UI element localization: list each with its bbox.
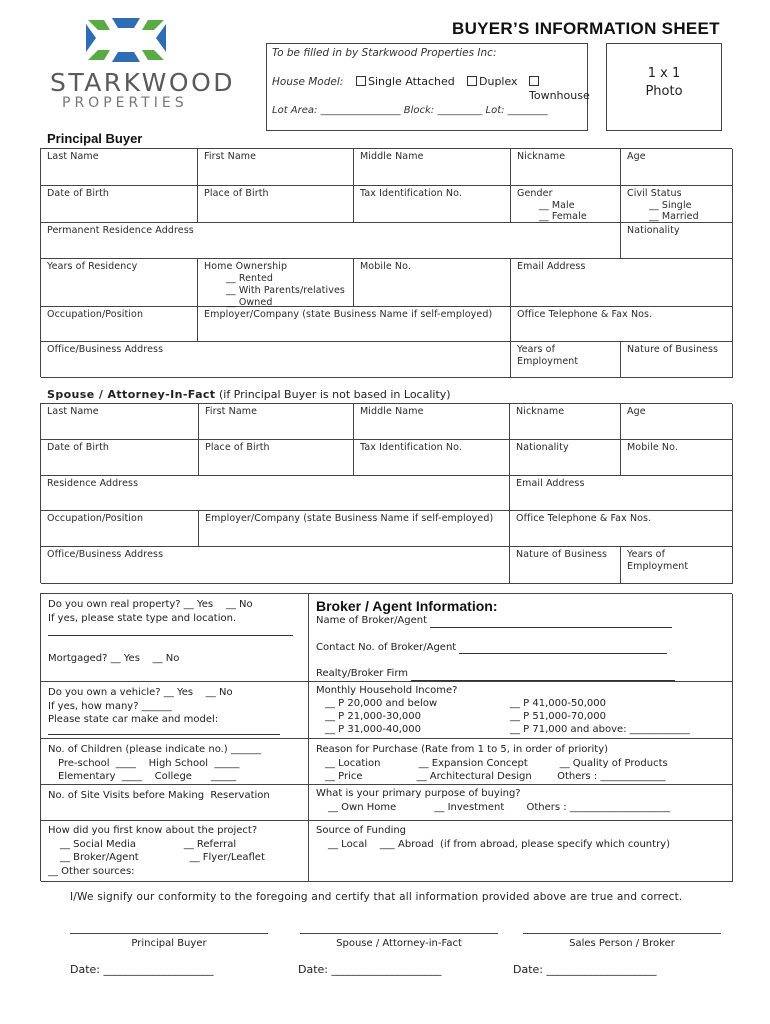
site-visits-question[interactable] — [41, 785, 309, 821]
label: Date of Birth — [47, 442, 110, 453]
reason-line-2: __ Location __ Expansion Concept __ Quality of Products — [325, 757, 668, 769]
label: Tax Identification No. — [360, 442, 462, 453]
vehicle-line: Do you own a vehicle? __ Yes __ No — [48, 687, 233, 698]
principal-buyer-table — [40, 148, 732, 377]
label: Employer/Company (state Business Name if self-employed) — [204, 309, 493, 320]
spouse-heading-note: (if Principal Buyer is not based in Locality) — [215, 388, 451, 401]
spouse-date-of-birth[interactable] — [41, 440, 199, 476]
label: First Name — [205, 406, 258, 417]
checkbox-icon — [529, 76, 539, 86]
logo-subtitle: PROPERTIES — [62, 95, 188, 111]
spouse-mobile[interactable] — [621, 440, 733, 476]
label: Home Ownership — [204, 261, 288, 272]
spouse-nationality[interactable] — [510, 440, 621, 476]
option-with-parents[interactable]: __ With Parents/relatives — [226, 285, 345, 296]
spouse-middle-name[interactable] — [354, 404, 510, 440]
real-property-question[interactable] — [41, 594, 309, 682]
purpose-label: What is your primary purpose of buying? — [316, 788, 521, 799]
realty-firm-line[interactable] — [316, 667, 725, 681]
label: Middle Name — [360, 406, 424, 417]
label: Date of Birth — [47, 188, 110, 199]
field-years-of-residency[interactable] — [41, 259, 198, 307]
field-years-of-employment[interactable] — [511, 342, 621, 378]
signature-label-principal: Principal Buyer — [131, 938, 207, 949]
how-know-question[interactable] — [41, 821, 309, 882]
label: Nickname — [516, 406, 565, 417]
field-office-telephone[interactable] — [511, 307, 733, 342]
option-label: Single Attached — [368, 75, 455, 88]
field-age[interactable] — [621, 149, 733, 186]
children-question[interactable] — [41, 739, 309, 785]
label: Place of Birth — [205, 442, 270, 453]
spouse-place-of-birth[interactable] — [199, 440, 354, 476]
spouse-office-address[interactable] — [41, 547, 510, 584]
label: Last Name — [47, 151, 99, 162]
broker-info[interactable] — [309, 594, 733, 682]
field-nickname[interactable] — [511, 149, 621, 186]
certification-statement: I/We signify our conformity to the foregoing and certify that all information provided above are true and correct. — [70, 891, 683, 903]
spouse-email[interactable] — [510, 476, 733, 511]
vehicle-model: Please state car make and model: — [48, 714, 219, 725]
option-owned[interactable]: __ Owned — [226, 297, 273, 308]
label: Email Address — [516, 478, 585, 489]
reason-question[interactable] — [309, 739, 733, 785]
spouse-nature-of-business[interactable] — [510, 547, 621, 584]
purpose-question[interactable] — [309, 785, 733, 821]
field-office-address[interactable] — [41, 342, 511, 378]
realty-firm-input[interactable] — [411, 670, 675, 681]
principal-buyer-heading: Principal Buyer — [47, 131, 143, 146]
children-line-2: Pre-school ____ High School _____ — [58, 757, 240, 769]
reason-label: Reason for Purchase (Rate from 1 to 5, in order of priority) — [316, 744, 609, 755]
label: Nickname — [517, 151, 566, 162]
label: Place of Birth — [204, 188, 269, 199]
label: Permanent Residence Address — [47, 225, 194, 236]
option-married[interactable]: __ Married — [649, 211, 699, 222]
income-label: Monthly Household Income? — [316, 685, 458, 696]
spouse-table — [40, 403, 732, 583]
field-place-of-birth[interactable] — [198, 186, 354, 223]
label: Realty/Broker Firm — [316, 668, 408, 679]
house-model-label: House Model: — [272, 76, 344, 88]
label: Residence Address — [47, 478, 139, 489]
option-duplex[interactable] — [467, 75, 518, 89]
internal-use-box — [266, 43, 588, 131]
income-option-1[interactable]: __ P 20,000 and below — [325, 698, 438, 709]
signature-line-spouse[interactable] — [300, 933, 498, 934]
children-line: No. of Children (please indicate no.) ______ — [48, 744, 261, 755]
label: Nature of Business — [627, 344, 719, 355]
spouse-employer[interactable] — [199, 511, 510, 547]
reason-line-3: __ Price __ Architectural Design Others : _____________ — [325, 771, 666, 782]
signature-label-spouse: Spouse / Attorney-in-Fact — [336, 938, 462, 949]
option-rented[interactable]: __ Rented — [226, 273, 274, 284]
label: Employment — [517, 356, 579, 367]
label: Contact No. of Broker/Agent — [316, 641, 457, 653]
label: Nationality — [516, 442, 569, 453]
starkwood-logo-icon — [84, 16, 168, 64]
questions-table — [40, 593, 732, 881]
spouse-first-name[interactable] — [199, 404, 354, 440]
how-know-line: How did you first know about the project? — [48, 825, 258, 836]
vehicle-answer-line[interactable] — [48, 734, 280, 735]
label: Office Telephone & Fax Nos. — [516, 513, 652, 524]
label: Employer/Company (state Business Name if self-employed) — [205, 513, 494, 524]
company-logo — [84, 16, 168, 64]
broker-heading: Broker / Agent Information: — [316, 598, 498, 614]
field-last-name[interactable] — [41, 149, 198, 186]
field-date-of-birth[interactable] — [41, 186, 198, 223]
spouse-years-of-employment[interactable] — [621, 547, 733, 584]
income-option-5[interactable]: __ P 51,000-70,000 — [510, 711, 606, 722]
broker-contact-input[interactable] — [459, 643, 667, 654]
field-email[interactable] — [511, 259, 733, 307]
field-permanent-address[interactable] — [41, 223, 621, 259]
checkbox-icon — [356, 76, 366, 86]
label: Gender — [517, 188, 553, 199]
photo-box — [606, 43, 722, 131]
photo-size-label: 1 x 1 — [647, 66, 681, 81]
label: Years of — [627, 549, 666, 560]
label: Office Telephone & Fax Nos. — [517, 309, 653, 320]
field-nature-of-business[interactable] — [621, 342, 733, 378]
children-line-3: Elementary ____ College _____ — [58, 771, 237, 782]
label: Office/Business Address — [47, 344, 164, 355]
label: Name of Broker/Agent — [316, 615, 428, 626]
funding-question[interactable] — [309, 821, 733, 882]
broker-contact-line[interactable] — [316, 641, 725, 655]
own-property-line: Do you own real property? __ Yes __ No — [48, 599, 253, 610]
how-know-line-2: __ Social Media __ Referral — [60, 838, 237, 850]
income-option-3[interactable]: __ P 31,000-40,000 — [325, 724, 421, 735]
how-know-line-4: __ Other sources: — [48, 865, 135, 877]
signature-line-principal[interactable] — [70, 933, 268, 934]
field-first-name[interactable] — [198, 149, 354, 186]
field-gender[interactable] — [511, 186, 621, 223]
date-field-sales[interactable]: Date: ____________________ — [513, 963, 657, 976]
field-nationality[interactable] — [621, 223, 733, 259]
label: Nationality — [627, 225, 680, 236]
how-know-line-3: __ Broker/Agent __ Flyer/Leaflet — [60, 852, 265, 863]
site-visits-line: No. of Site Visits before Making Reservation — [48, 790, 270, 801]
option-single-attached[interactable] — [356, 75, 455, 89]
option-label: Townhouse — [529, 88, 590, 102]
field-tin[interactable] — [354, 186, 511, 223]
field-occupation[interactable] — [41, 307, 198, 342]
label: Age — [627, 406, 646, 417]
date-field-principal[interactable]: Date: ____________________ — [70, 963, 214, 976]
option-label: Duplex — [479, 75, 518, 88]
spouse-tin[interactable] — [354, 440, 510, 476]
option-single[interactable]: __ Single — [649, 199, 692, 211]
label: Mobile No. — [360, 261, 411, 272]
field-civil-status[interactable] — [621, 186, 733, 223]
label: Civil Status — [627, 188, 682, 199]
label: Years of — [517, 344, 556, 355]
option-female[interactable]: __ Female — [539, 211, 587, 222]
spouse-office-telephone[interactable] — [510, 511, 733, 547]
checkbox-icon — [467, 76, 477, 86]
photo-label: Photo — [645, 84, 683, 99]
field-middle-name[interactable] — [354, 149, 511, 186]
income-option-6[interactable]: __ P 71,000 and above: ____________ — [510, 724, 690, 735]
spouse-residence-address[interactable] — [41, 476, 510, 511]
broker-name-line[interactable] — [316, 614, 725, 628]
spouse-heading — [47, 388, 451, 401]
label: Mobile No. — [627, 442, 678, 453]
funding-options: __ Local ___ Abroad (if from abroad, please specify which country) — [328, 838, 670, 850]
lot-area-line: Lot Area: ________________ Block: _________ Lot: ________ — [272, 105, 548, 116]
spouse-nickname[interactable] — [510, 404, 621, 440]
broker-name-input[interactable] — [430, 617, 672, 628]
date-field-spouse[interactable]: Date: ____________________ — [298, 963, 442, 976]
vehicle-count: If yes, how many? ______ — [48, 700, 172, 712]
label: Office/Business Address — [47, 549, 164, 560]
label: Employment — [627, 561, 689, 572]
label: Email Address — [517, 261, 586, 272]
spouse-heading-bold: Spouse / Attorney-In-Fact — [47, 388, 216, 401]
vehicle-question[interactable] — [41, 682, 309, 739]
purpose-options: __ Own Home __ Investment Others : ____________________ — [328, 801, 670, 813]
label: Occupation/Position — [47, 309, 144, 320]
income-option-4[interactable]: __ P 41,000-50,000 — [510, 698, 606, 709]
filled-by-note: To be filled in by Starkwood Properties Inc: — [272, 47, 497, 59]
field-employer[interactable] — [198, 307, 511, 342]
field-mobile[interactable] — [354, 259, 511, 307]
signature-line-sales[interactable] — [523, 933, 721, 934]
label: Middle Name — [360, 151, 424, 162]
spouse-occupation[interactable] — [41, 511, 199, 547]
field-home-ownership[interactable] — [198, 259, 354, 307]
label: Age — [627, 151, 646, 162]
spouse-age[interactable] — [621, 404, 733, 440]
mortgaged-line: Mortgaged? __ Yes __ No — [48, 653, 180, 664]
own-property-detail: If yes, please state type and location. — [48, 612, 237, 624]
label: Years of Residency — [47, 261, 138, 272]
signature-label-sales: Sales Person / Broker — [569, 938, 675, 949]
option-townhouse[interactable] — [529, 75, 590, 102]
logo-name: STARKWOOD — [50, 68, 235, 97]
income-question[interactable] — [309, 682, 733, 739]
page-title: BUYER’S INFORMATION SHEET — [452, 19, 720, 38]
label: First Name — [204, 151, 257, 162]
label: Tax Identification No. — [360, 188, 462, 199]
label: Nature of Business — [516, 549, 608, 560]
label: Occupation/Position — [47, 513, 144, 524]
income-option-2[interactable]: __ P 21,000-30,000 — [325, 711, 421, 722]
label: Last Name — [47, 406, 99, 417]
option-male[interactable]: __ Male — [539, 199, 575, 211]
funding-label: Source of Funding — [316, 825, 407, 836]
property-answer-line[interactable] — [48, 635, 293, 636]
spouse-last-name[interactable] — [41, 404, 199, 440]
